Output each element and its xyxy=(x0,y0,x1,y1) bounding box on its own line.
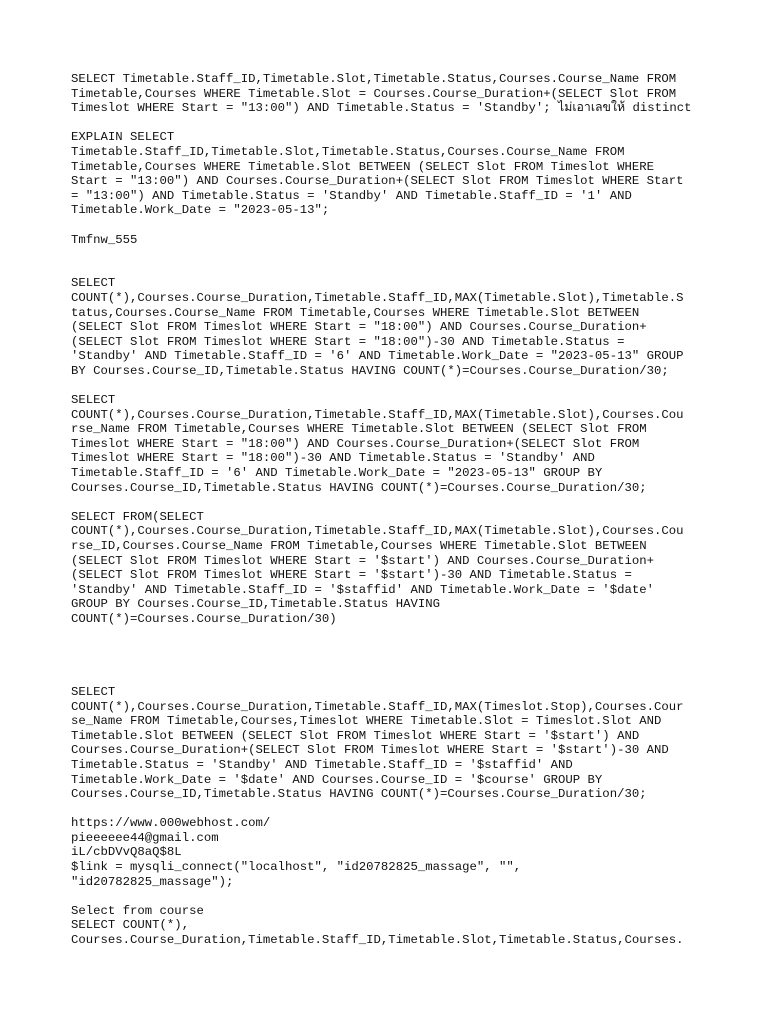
document-line: Courses.Course_ID,Timetable.Status HAVING COUNT(*)=Courses.Course_Duration/30; xyxy=(71,787,647,802)
document-line: Courses.Course_Duration+(SELECT Slot FROM Timeslot WHERE Start = '$start')-30 AND xyxy=(71,743,669,758)
document-line: iL/cbDVvQ8aQ$8L xyxy=(71,845,182,860)
document-line: (SELECT Slot FROM Timeslot WHERE Start = "18:00")-30 AND Timetable.Status = xyxy=(71,334,625,349)
document-line: "id20782825_massage"); xyxy=(71,874,234,889)
document-line: (SELECT Slot FROM Timeslot WHERE Start = '$start') AND Courses.Course_Duration+ xyxy=(71,553,654,568)
document-line: BY Courses.Course_ID,Timetable.Status HAVING COUNT(*)=Courses.Course_Duration/30; xyxy=(71,363,669,378)
document-line: pieeeeee44@gmail.com xyxy=(71,830,219,845)
document-line xyxy=(71,116,711,131)
document-line xyxy=(71,247,711,262)
document-line: 'Standby' AND Timetable.Staff_ID = '6' AND Timetable.Work_Date = "2023-05-13" GROUP xyxy=(71,349,684,364)
document-line: COUNT(*),Courses.Course_Duration,Timetable.Staff_ID,MAX(Timetable.Slot),Courses.Cou xyxy=(71,407,684,422)
document-line: Timetable.Staff_ID = '6' AND Timetable.Work_Date = "2023-05-13" GROUP BY xyxy=(71,466,603,481)
document-line: Timeslot WHERE Start = "18:00") AND Courses.Course_Duration+(SELECT Slot FROM xyxy=(71,436,640,451)
document-line: SELECT COUNT(*), xyxy=(71,918,190,933)
document-line: Timetable.Slot BETWEEN (SELECT Slot FROM Timeslot WHERE Start = '$start') AND xyxy=(71,728,640,743)
document-line: COUNT(*),Courses.Course_Duration,Timetable.Staff_ID,MAX(Timetable.Slot),Timetable.S xyxy=(71,290,684,305)
document-line: Timetable,Courses WHERE Timetable.Slot BETWEEN (SELECT Slot FROM Timeslot WHERE xyxy=(71,159,654,174)
document-line: Start = "13:00") AND Courses.Course_Duration+(SELECT Slot FROM Timeslot WHERE Start xyxy=(71,174,684,189)
document-line: SELECT Timetable.Staff_ID,Timetable.Slot,Timetable.Status,Courses.Course_Name FROM xyxy=(71,72,677,86)
document-line: Courses.Course_Duration,Timetable.Staff_ID,Timetable.Slot,Timetable.Status,Courses. xyxy=(71,933,684,948)
document-line: Timetable.Staff_ID,Timetable.Slot,Timetable.Status,Courses.Course_Name FROM xyxy=(71,144,625,159)
document-line xyxy=(71,262,711,277)
document-line: COUNT(*)=Courses.Course_Duration/30) xyxy=(71,611,337,626)
document-line: $link = mysqli_connect("localhost", "id20782825_massage", "", xyxy=(71,860,522,875)
document-line: EXPLAIN SELECT xyxy=(71,130,175,145)
document-line: Timetable,Courses WHERE Timetable.Slot = Courses.Course_Duration+(SELECT Slot FROM xyxy=(71,86,677,101)
document-line: SELECT xyxy=(71,393,116,408)
document-line xyxy=(71,641,711,656)
document-line: Timetable.Work_Date = '$date' AND Courses.Course_ID = '$course' GROUP BY xyxy=(71,772,603,787)
document-line: SELECT FROM(SELECT xyxy=(71,509,204,524)
document-line: 'Standby' AND Timetable.Staff_ID = '$staffid' AND Timetable.Work_Date = '$date' xyxy=(71,582,654,597)
document-line: = "13:00") AND Timetable.Status = 'Standby' AND Timetable.Staff_ID = '1' AND xyxy=(71,188,632,203)
document-line: (SELECT Slot FROM Timeslot WHERE Start = '$start')-30 AND Timetable.Status = xyxy=(71,568,632,583)
document-line xyxy=(71,378,711,393)
document-line: tatus,Courses.Course_Name FROM Timetable,Courses WHERE Timetable.Slot BETWEEN xyxy=(71,305,640,320)
document-line xyxy=(71,889,711,904)
document-line xyxy=(71,495,711,510)
document-line: Timetable.Status = 'Standby' AND Timetable.Staff_ID = '$staffid' AND xyxy=(71,757,573,772)
document-line: https://www.000webhost.com/ xyxy=(71,816,271,831)
document-line: Timeslot WHERE Start = "18:00")-30 AND Timetable.Status = 'Standby' AND xyxy=(71,451,595,466)
document-line: rse_Name FROM Timetable,Courses WHERE Timetable.Slot BETWEEN (SELECT Slot FROM xyxy=(71,422,647,437)
document-line: SELECT xyxy=(71,276,116,291)
document-line: COUNT(*),Courses.Course_Duration,Timetable.Staff_ID,MAX(Timeslot.Stop),Courses.Cour xyxy=(71,699,684,714)
document-line: Tmfnw_555 xyxy=(71,232,138,247)
document-line: Select from course xyxy=(71,903,204,918)
document-line: Timetable.Work_Date = "2023-05-13"; xyxy=(71,203,330,218)
document-line xyxy=(71,670,711,685)
document-line: GROUP BY Courses.Course_ID,Timetable.Status HAVING xyxy=(71,597,440,612)
document-body xyxy=(71,72,711,948)
document-line: Timeslot WHERE Start = "13:00") AND Timetable.Status = 'Standby'; ไม่เอาเลขให้ distinct xyxy=(71,101,692,116)
document-line xyxy=(71,627,711,642)
document-line: rse_ID,Courses.Course_Name FROM Timetable,Courses WHERE Timetable.Slot BETWEEN xyxy=(71,539,647,553)
document-line xyxy=(71,218,711,233)
document-line: COUNT(*),Courses.Course_Duration,Timetable.Staff_ID,MAX(Timetable.Slot),Courses.Cou xyxy=(71,524,684,539)
document-line xyxy=(71,802,711,817)
document-line xyxy=(71,656,711,671)
document-line: (SELECT Slot FROM Timeslot WHERE Start = "18:00") AND Courses.Course_Duration+ xyxy=(71,320,647,335)
document-line: SELECT xyxy=(71,684,116,699)
document-line: se_Name FROM Timetable,Courses,Timeslot WHERE Timetable.Slot = Timeslot.Slot AND xyxy=(71,714,662,729)
document-line: Courses.Course_ID,Timetable.Status HAVING COUNT(*)=Courses.Course_Duration/30; xyxy=(71,480,647,495)
